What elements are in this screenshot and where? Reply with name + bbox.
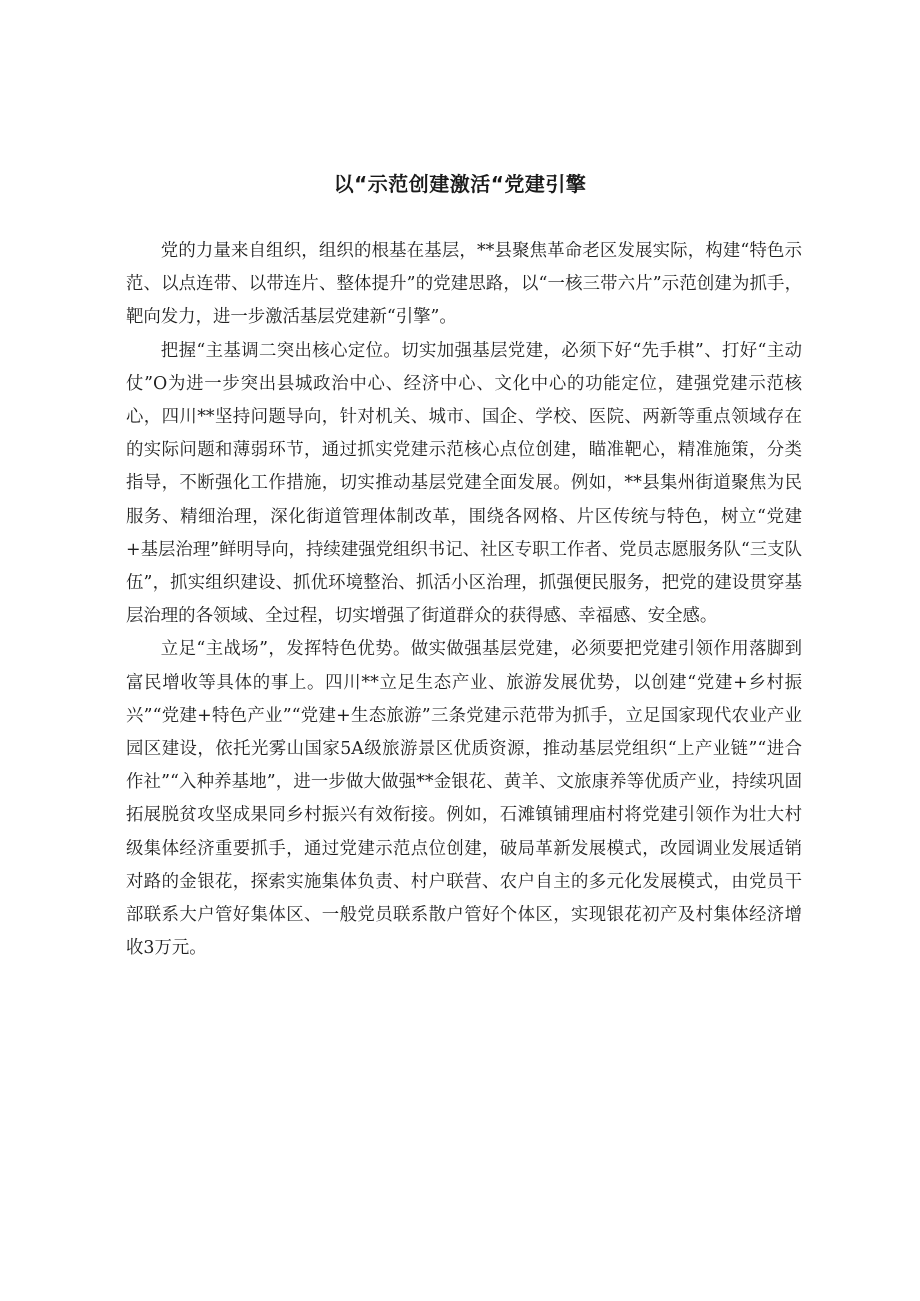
document-title: 以“示范创建激活“党建引擎 (333, 172, 587, 196)
paragraph-core-positioning: 把握“主基调二突出核心定位。切实加强基层党建，必须下好“先手棋”、打好“主动仗”O为进一步突出县城政治中心、经济中心、文化中心的功能定位，建强党建示范核心，四川**坚持问题导向，针对机关、城市、国企、学校、医院、两新等重点领域存在的实际问题和薄弱环节，通过抓实党建示范核心点位创建，瞄准靶心，精准施策，分类指导，不断强化工作措施，切实推动基层党建全面发展。例如，**县集州街道聚焦为民服务、精细治理，深化街道管理体制改革，围绕各网格、片区传统与特色，树立“党建+基层治理”鲜明导向，持续建强党组织书记、社区专职工作者、党员志愿服务队“三支队伍”，抓实组织建设、抓优环境整治、抓活小区治理，抓强便民服务，把党的建设贯穿基层治理的各领域、全过程，切实增强了街道群众的获得感、幸福感、安全感。 (126, 340, 802, 627)
paragraph-main-battlefield: 立足“主战场”，发挥特色优势。做实做强基层党建，必须要把党建引领作用落脚到富民增收等具体的事上。四川**立足生态产业、旅游发展优势，以创建“党建+乡村振兴”“党建+特色产业”“党建+生态旅游”三条党建示范带为抓手，立足国家现代农业产业园区建设，依托光雾山国家5A级旅游景区优质资源，推动基层党组织“上产业链”“进合作社”“入种养基地”，进一步做大做强**金银花、黄羊、文旅康养等优质产业，持续巩固拓展脱贫攻坚成果同乡村振兴有效衔接。例如，石滩镇铺理庙村将党建引领作为壮大村级集体经济重要抓手，通过党建示范点位创建，破局革新发展模式，改园调业发展适销对路的金银花，探索实施集体负责、村户联营、农户自主的多元化发展模式，由党员干部联系大户管好集体区、一般党员联系散户管好个体区，实现银花初产及村集体经济增收3万元。 (126, 639, 802, 959)
paragraph-intro: 党的力量来自组织，组织的根基在基层，**县聚焦革命老区发展实际，构建“特色示范、以点连带、以带连片、整体提升”的党建思路，以“一核三带六片”示范创建为抓手，靶向发力，进一步激活基层党建新“引擎”。 (126, 241, 802, 328)
document-body (126, 235, 802, 965)
